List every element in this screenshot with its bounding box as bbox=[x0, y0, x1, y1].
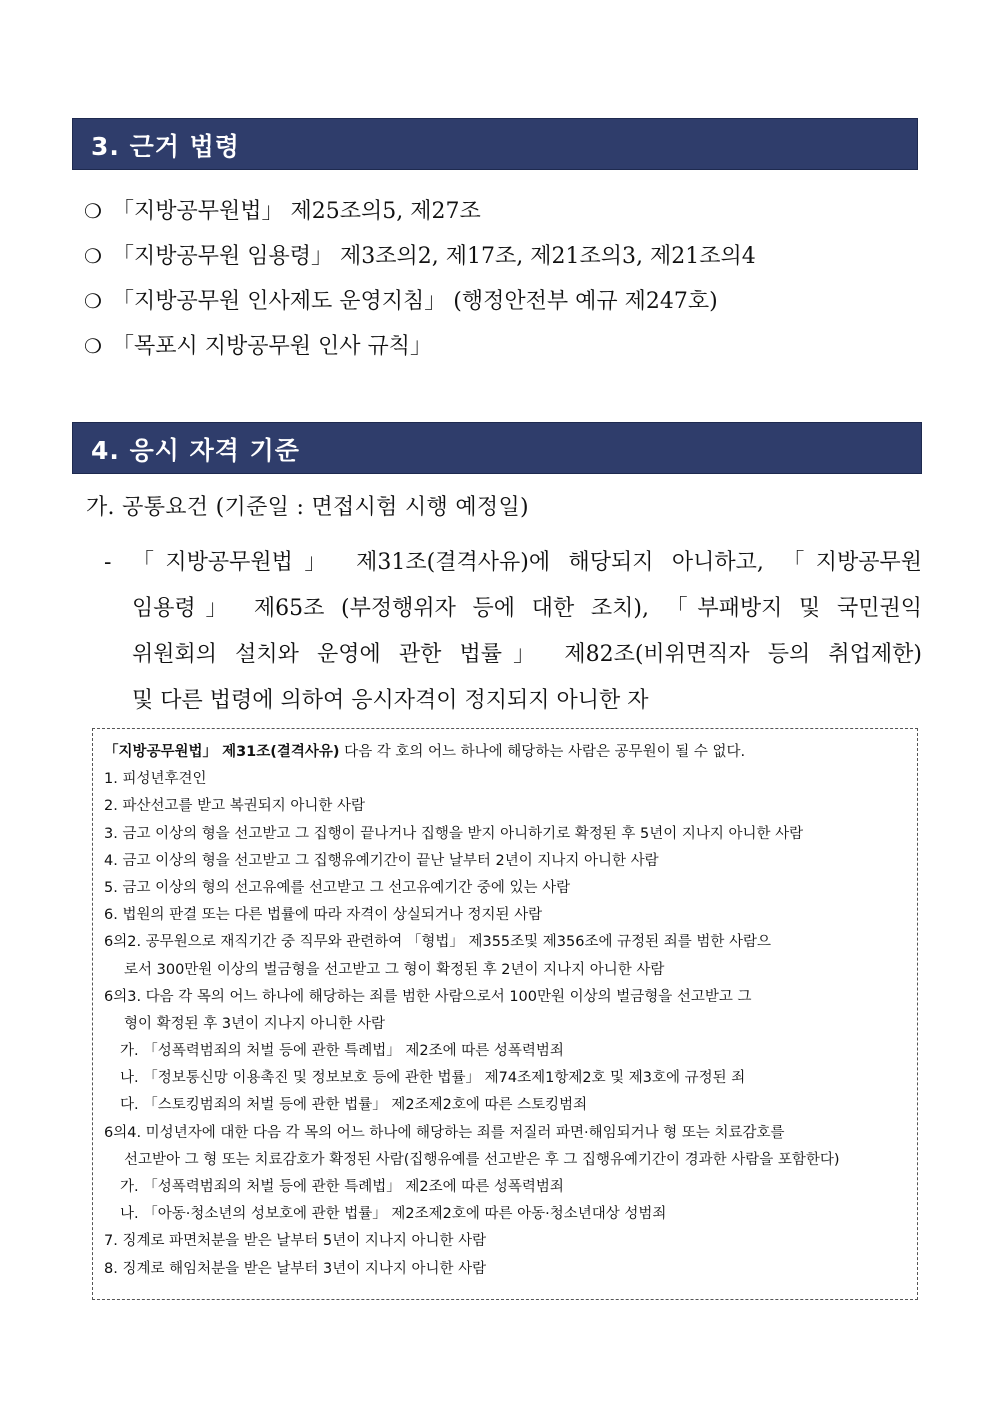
statute-row: 3. 금고 이상의 형을 선고받고 그 집행이 끝나거나 집행을 받지 아니하기로 확정된 후 5년이 지나지 아니한 사람 bbox=[104, 825, 804, 842]
statute-row: 1. 피성년후견인 bbox=[104, 771, 207, 788]
statute-row: 6의4. 미성년자에 대한 다음 각 목의 어느 하나에 해당하는 죄를 저질러 파면·해임되거나 형 또는 치료감호를 bbox=[104, 1124, 785, 1141]
statute-row: 형이 확정된 후 3년이 지나지 아니한 사람 bbox=[124, 1015, 385, 1032]
paragraph-line: 위원회의 설치와 운영에 관한 법률」 제82조(비위면직자 등의 취업제한) bbox=[132, 642, 922, 667]
statute-row: 6의3. 다음 각 목의 어느 하나에 해당하는 죄를 범한 사람으로서 100만원 이상의 벌금형을 선고받고 그 bbox=[104, 988, 752, 1005]
statute-row: 4. 금고 이상의 형을 선고받고 그 집행유예기간이 끝난 날부터 2년이 지나지 아니한 사람 bbox=[104, 852, 659, 869]
section-4-title: 4. 응시 자격 기준 bbox=[91, 436, 300, 465]
statute-row: 로서 300만원 이상의 벌금형을 선고받고 그 형이 확정된 후 2년이 지나지 아니한 사람 bbox=[124, 961, 665, 978]
statute-row: 가. 「성폭력범죄의 처벌 등에 관한 특례법」 제2조에 따른 성폭력범죄 bbox=[120, 1179, 564, 1195]
list-item bbox=[84, 237, 914, 282]
circle-bullet-icon: ❍ bbox=[84, 289, 102, 313]
section-4-header bbox=[72, 422, 922, 474]
statute-row: 나. 「아동·청소년의 성보호에 관한 법률」 제2조제2호에 따른 아동·청소년대상 성범죄 bbox=[120, 1206, 667, 1223]
statute-row: 가. 「성폭력범죄의 처벌 등에 관한 특례법」 제2조에 따른 성폭력범죄 bbox=[120, 1043, 564, 1060]
legal-basis-list bbox=[84, 192, 914, 372]
law-item-text: 「목포시 지방공무원 인사 규칙」 bbox=[112, 334, 433, 359]
statute-row: 7. 징계로 파면처분을 받은 날부터 5년이 지나지 아니한 사람 bbox=[104, 1233, 487, 1250]
statute-content bbox=[104, 739, 910, 1283]
subsection-heading: 가. 공통요건 (기준일 : 면접시험 시행 예정일) bbox=[86, 495, 529, 520]
list-item bbox=[84, 282, 914, 327]
statute-row: 8. 징계로 해임처분을 받은 날부터 3년이 지나지 아니한 사람 bbox=[104, 1260, 487, 1277]
statute-row: 6의2. 공무원으로 재직기간 중 직무와 관련하여 「형법」 제355조및 제356조에 규정된 죄를 범한 사람으 bbox=[104, 934, 771, 951]
circle-bullet-icon: ❍ bbox=[84, 334, 102, 358]
list-item bbox=[84, 192, 914, 237]
section-3-header bbox=[72, 118, 918, 170]
statute-row: 2. 파산선고를 받고 복권되지 아니한 사람 bbox=[104, 798, 365, 815]
dash-bullet: - bbox=[104, 550, 112, 575]
requirement-paragraph bbox=[104, 540, 922, 724]
law-item-text: 「지방공무원 인사제도 운영지침」 (행정안전부 예규 제247호) bbox=[112, 289, 718, 314]
statute-row: 6. 법원의 판결 또는 다른 법률에 따라 자격이 상실되거나 정지된 사람 bbox=[104, 907, 543, 924]
circle-bullet-icon: ❍ bbox=[84, 199, 102, 223]
statute-row: 선고받아 그 형 또는 치료감호가 확정된 사람(집행유예를 선고받은 후 그 집행유예기간이 경과한 사람을 포함한다) bbox=[124, 1151, 840, 1168]
statute-box bbox=[92, 728, 918, 1300]
law-item-text: 「지방공무원법」 제25조의5, 제27조 bbox=[112, 199, 481, 224]
statute-row: 다. 「스토킹범죄의 처벌 등에 관한 법률」 제2조제2호에 따른 스토킹범죄 bbox=[120, 1097, 588, 1114]
paragraph-line: 임용령」 제65조 (부정행위자 등에 대한 조치), 「부패방지 및 국민권익 bbox=[132, 596, 922, 621]
statute-row: 나. 「정보통신망 이용촉진 및 정보보호 등에 관한 법률」 제74조제1항제2호 및 제3호에 규정된 죄 bbox=[120, 1070, 746, 1087]
section-3-title: 3. 근거 법령 bbox=[91, 132, 240, 161]
statute-heading-bold: 「지방공무원법」 제31조(결격사유) bbox=[104, 744, 340, 760]
circle-bullet-icon: ❍ bbox=[84, 244, 102, 268]
statute-heading bbox=[104, 739, 910, 766]
statute-row: 5. 금고 이상의 형의 선고유예를 선고받고 그 선고유예기간 중에 있는 사람 bbox=[104, 879, 571, 896]
list-item bbox=[84, 327, 914, 372]
paragraph-line: 및 다른 법령에 의하여 응시자격이 정지되지 아니한 자 bbox=[132, 688, 649, 713]
statute-heading-text: 다음 각 호의 어느 하나에 해당하는 사람은 공무원이 될 수 없다. bbox=[339, 744, 746, 760]
law-item-text: 「지방공무원 임용령」 제3조의2, 제17조, 제21조의3, 제21조의4 bbox=[112, 244, 756, 269]
paragraph-line: 「지방공무원법」 제31조(결격사유)에 해당되지 아니하고, 「지방공무원 bbox=[132, 550, 922, 575]
